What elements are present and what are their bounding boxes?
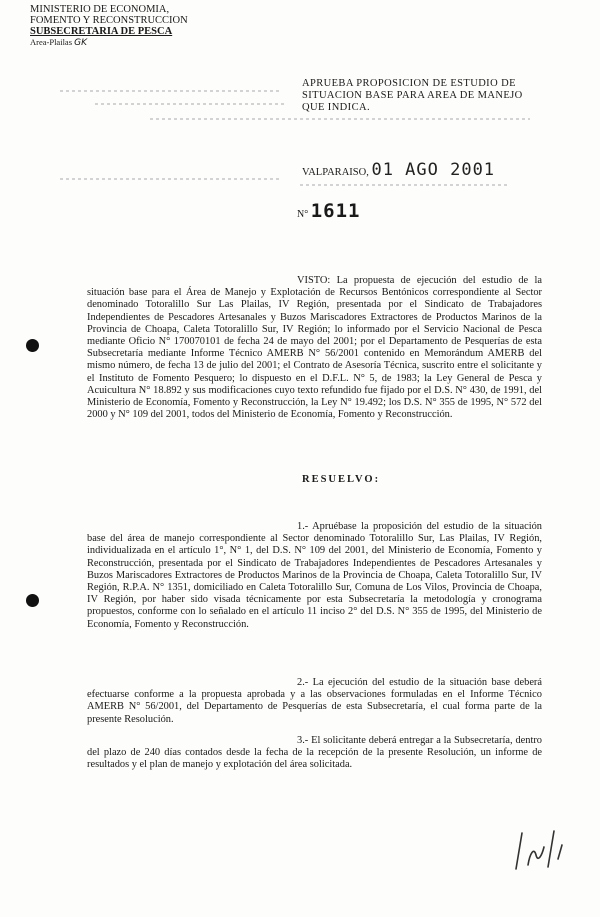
- show-through-mark: [150, 118, 530, 120]
- number-prefix: N°: [297, 209, 309, 220]
- place: VALPARAISO,: [302, 167, 369, 178]
- resuelvo-heading: RESUELVO:: [302, 474, 381, 485]
- item-1-paragraph: [87, 521, 542, 631]
- ministry-line-2: FOMENTO Y RECONSTRUCCION: [30, 15, 188, 26]
- item-1-text: 1.- Apruébase la proposición del estudio de la situación base del área de manejo correspondiente al Sector denominado Totoralillo Sur, Las Plailas, IV Región, individualizada en el artículo 1°, N° 1, del D.S. N° 109 del 2001, del Ministerio de Economía, Fomento y Reconstrucción, presentada por el Sindicato de Trabajadores Independientes de Pescadores Artesanales y Buzos Mariscadores Extractores de Productos Marinos de la Provincia de Choapa, Caleta Totoralillo Sur, IV Región, R.P.A. N° 1351, domiciliado en Caleta Totoralillo Sur, Comuna de Los Vilos, Provincia de Choapa, IV Región, por haber sido visada técnicamente por esta Subsecretaría la metodología y cronograma propuestos, conforme con lo señalado en el artículo 11 inciso 2° del D.S. N° 355 de 1995, del Ministerio de Economía, Fomento y Reconstrucción.: [87, 521, 542, 630]
- date-stamp: 01 AGO 2001: [371, 160, 496, 180]
- punch-hole: [26, 339, 39, 352]
- visto-paragraph: [87, 275, 542, 421]
- reference-text: Area-Plailas: [30, 37, 73, 47]
- visto-text: VISTO: La propuesta de ejecución del estudio de la situación base para el Área de Manejo y Explotación de Recursos Bentónicos correspondiente al Sector denominado Totoralillo Sur Las Plailas, IV Región, presentada por el Sindicato de Trabajadores Independientes de Pescadores Artesanales y Buzos Mariscadores Extractores de Productos Marinos de la Provincia de Choapa, Caleta Totoralillo Sur, IV Región; lo informado por el Servicio Nacional de Pesca mediante Oficio N° 170070101 de fecha 24 de mayo del 2001; por el Departamento de Pesquerías de esta Subsecretaría mediante Informe Técnico AMERB N° 56/2001 contenido en Memorándum AMERB del mismo número, de fecha 13 de julio del 2001; el Contrato de Asesoría Técnica, suscrito entre el solicitante y el Instituto de Fomento Pesquero; lo dispuesto en el D.F.L. N° 5, de 1983; la Ley General de Pesca y Acuicultura N° 18.892 y sus modificaciones cuyo texto refundido fue fijado por el D.S. N° 430, de 1991, del Ministerio de Economía, Fomento y Reconstrucción, la Ley N° 19.492; los D.S. N° 355 de 1995, N° 572 del 2000 y N° 109 del 2001, todos del Ministerio de Economía, Fomento y Reconstrucción.: [87, 275, 542, 421]
- show-through-mark: [60, 90, 280, 92]
- punch-hole: [26, 594, 39, 607]
- show-through-mark: [60, 178, 280, 180]
- show-through-mark: [95, 103, 285, 105]
- resolution-title: APRUEBA PROPOSICION DE ESTUDIO DE SITUACION BASE PARA AREA DE MANEJO QUE INDICA.: [302, 78, 523, 113]
- place-and-date: [302, 160, 495, 180]
- signature-icon: [508, 825, 568, 875]
- ministry-line-3: SUBSECRETARIA DE PESCA: [30, 26, 173, 37]
- item-3-text: 3.- El solicitante deberá entregar a la Subsecretaría, dentro del plazo de 240 días contados desde la fecha de la recepción de la presente Resolución, un informe de resultados y el plan de manejo y explotación del área solicitada.: [87, 735, 542, 771]
- show-through-mark: [300, 184, 510, 186]
- handwritten-signature: [508, 825, 568, 880]
- item-2-paragraph: [87, 677, 542, 726]
- number-value: 1611: [310, 200, 361, 222]
- ministry-line-1: MINISTERIO DE ECONOMIA,: [30, 4, 170, 15]
- reference-line: [30, 37, 188, 49]
- item-2-text: 2.- La ejecución del estudio de la situación base deberá efectuarse conforme a la propuesta aprobada y a las observaciones formuladas en el Informe Técnico AMERB N° 56/2001, del Departamento de Pesquerías de esta Subsecretaría, el cual forma parte de la presente Resolución.: [87, 677, 542, 725]
- resolution-number: [297, 200, 361, 222]
- ministry-header: [30, 4, 188, 49]
- handwritten-initials: GK: [74, 38, 88, 48]
- item-3-paragraph: [87, 735, 542, 772]
